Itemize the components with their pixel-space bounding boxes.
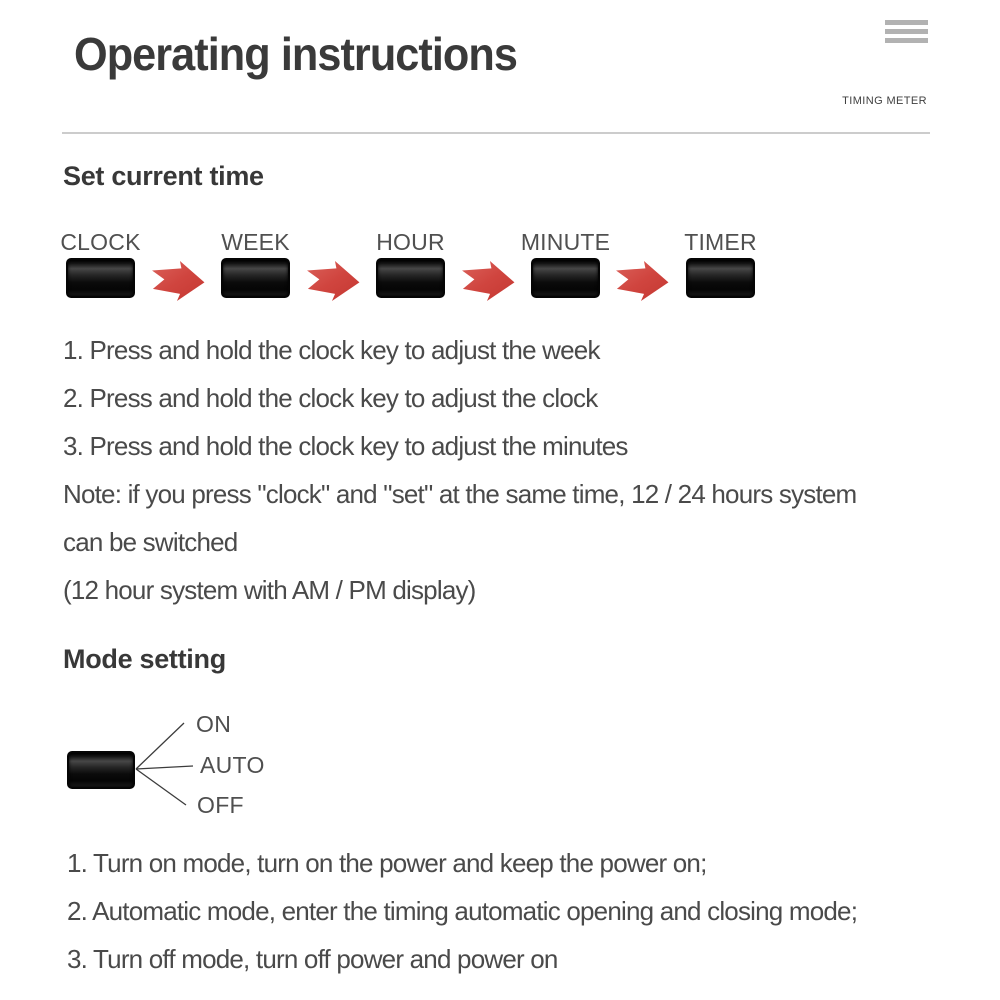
- note-line: can be switched: [63, 527, 238, 557]
- hour-key-button: [376, 258, 445, 298]
- timer-key-button: [686, 258, 755, 298]
- instruction-line: 1. Press and hold the clock key to adjust the week: [63, 335, 600, 365]
- instruction-line: 2. Automatic mode, enter the timing automatic opening and closing mode;: [67, 896, 858, 926]
- mode-key: [67, 751, 135, 789]
- minute-key-button: [531, 258, 600, 298]
- instruction-line: 1. Turn on mode, turn on the power and keep the power on;: [67, 848, 707, 878]
- week-key-button: [221, 258, 290, 298]
- mode-label-auto: AUTO: [200, 752, 265, 778]
- flow-arrow-icon: [149, 259, 207, 304]
- instruction-line: 3. Turn off mode, turn off power and power on: [67, 944, 558, 974]
- mode-label-on: ON: [196, 711, 232, 737]
- instruction-line: 3. Press and hold the clock key to adjust the minutes: [63, 431, 628, 461]
- key-label-minute: MINUTE: [520, 229, 611, 255]
- clock-key-button: [66, 258, 135, 298]
- key-label-timer: TIMER: [684, 229, 757, 255]
- mode-key-button: [67, 751, 135, 789]
- mode-label-off: OFF: [197, 792, 244, 818]
- note-line: Note: if you press "clock" and "set" at the same time, 12 / 24 hours system: [63, 479, 857, 509]
- section-heading-mode-setting: Mode setting: [63, 644, 226, 674]
- mode-fan-lines: [130, 705, 200, 815]
- set-time-instruction-list: [63, 326, 856, 614]
- brand-label: TIMING METER: [842, 95, 927, 107]
- flow-arrow-icon: [304, 259, 362, 304]
- flow-arrow-icon: [613, 259, 671, 304]
- instruction-line: 2. Press and hold the clock key to adjust the clock: [63, 383, 598, 413]
- key-hour: [376, 229, 445, 299]
- flow-arrow-icon: [459, 259, 517, 304]
- key-week: [221, 229, 290, 299]
- key-timer: [686, 229, 755, 299]
- note-line: (12 hour system with AM / PM display): [63, 575, 476, 605]
- hamburger-menu-icon[interactable]: [885, 20, 928, 47]
- key-label-week: WEEK: [221, 229, 290, 255]
- key-clock: [60, 229, 141, 299]
- key-label-hour: HOUR: [376, 229, 445, 255]
- mode-instruction-list: [67, 839, 857, 983]
- key-minute: [520, 229, 611, 299]
- page-title: Operating instructions: [74, 28, 517, 80]
- key-label-clock: CLOCK: [60, 229, 141, 255]
- header-divider: [62, 132, 930, 134]
- section-heading-set-current-time: Set current time: [63, 161, 264, 191]
